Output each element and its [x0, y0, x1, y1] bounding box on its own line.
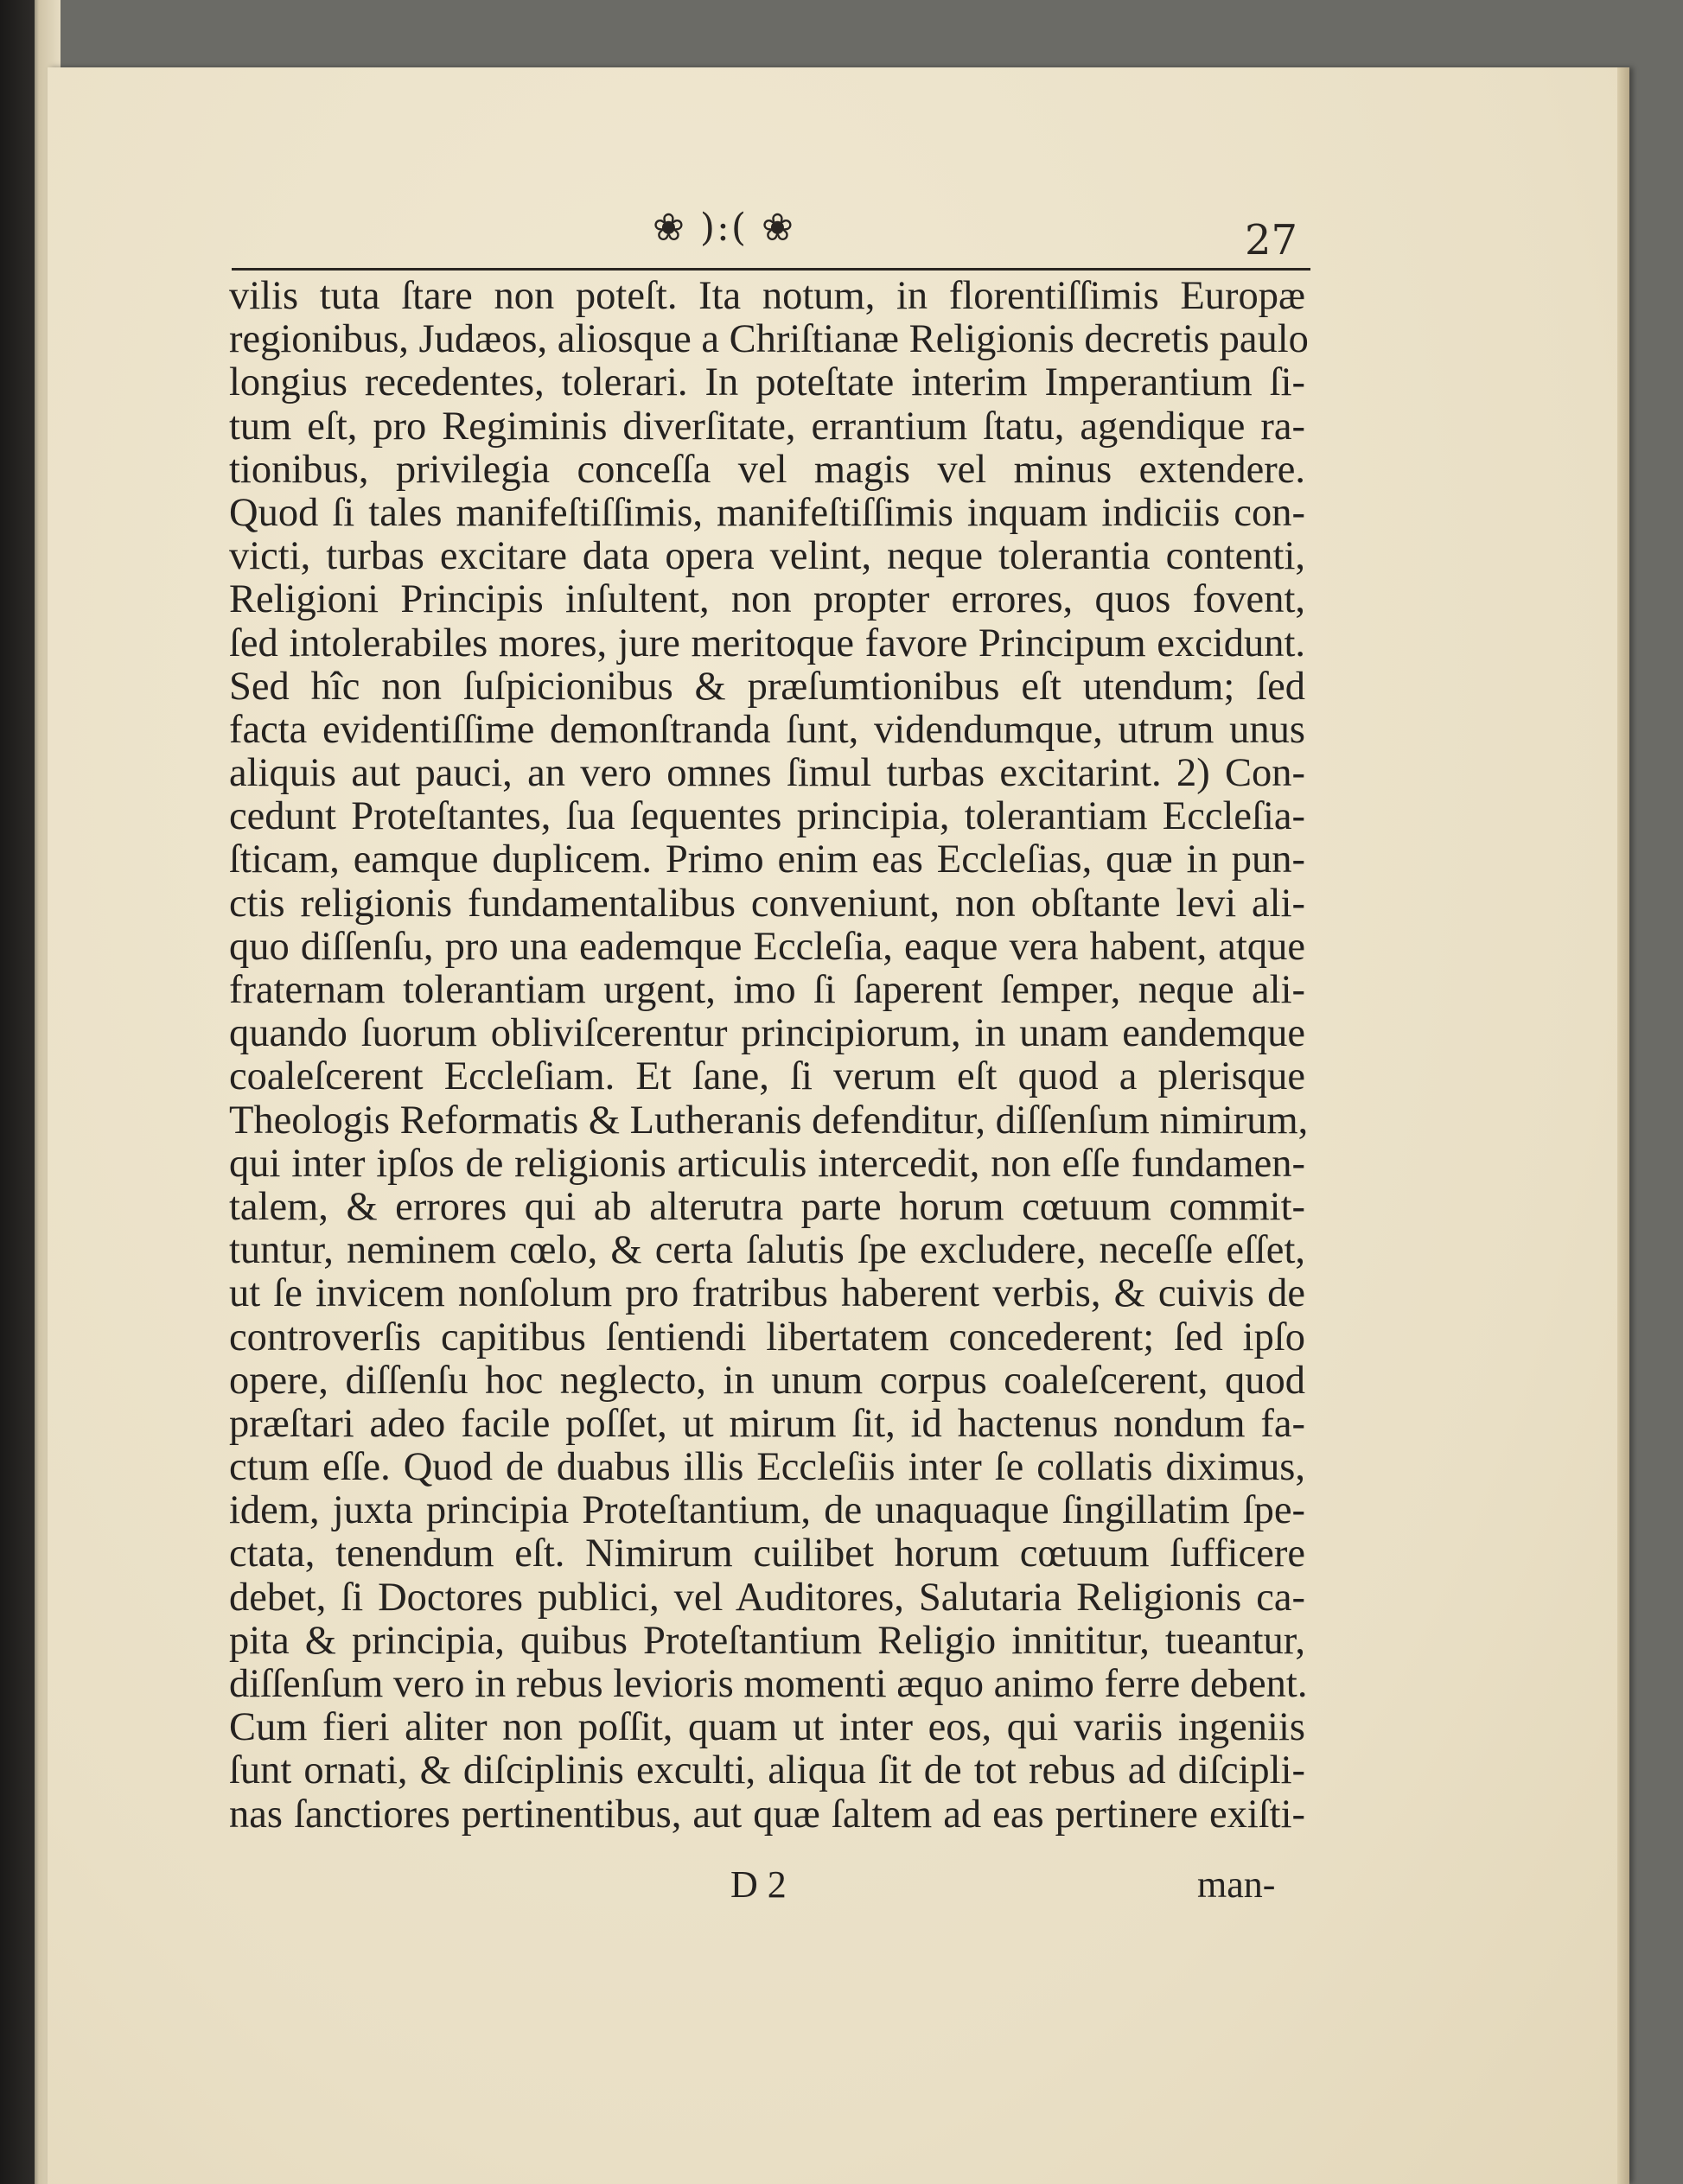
text-line: Cum fieri aliter non poſſit, quam ut inter eos, qui variis ingeniis: [229, 1705, 1305, 1750]
text-line: ſunt ornati, & diſciplinis exculti, aliqua ſit de tot rebus ad diſcipli-: [229, 1748, 1305, 1793]
text-line: regionibus, Judæos, aliosque a Chriſtianæ Religionis decretis paulo: [229, 317, 1309, 362]
text-line: Quod ſi tales manifeſtiſſimis, manifeſtiſſimis inquam indiciis con-: [229, 490, 1305, 535]
text-line: diſſenſum vero in rebus levioris momenti æquo animo ferre debent.: [229, 1662, 1308, 1706]
text-line: debet, ſi Doctores publici, vel Auditores, Salutaria Religionis ca-: [229, 1575, 1305, 1620]
text-line: quando ſuorum obliviſcerentur principiorum, in unam eandemque: [229, 1011, 1305, 1056]
text-line: tionibus, privilegia conceſſa vel magis vel minus extendere.: [229, 447, 1305, 492]
text-line: ctum eſſe. Quod de duabus illis Eccleſiis inter ſe collatis diximus,: [229, 1445, 1305, 1490]
text-line: aliquis aut pauci, an vero omnes ſimul turbas excitarint. 2) Con-: [229, 751, 1305, 796]
text-line: longius recedentes, tolerari. In poteſtate interim Imperantium ſi-: [229, 360, 1305, 405]
text-line: nas ſanctiores pertinentibus, aut quæ ſaltem ad eas pertinere exiſti-: [229, 1792, 1305, 1837]
text-line: opere, diſſenſu hoc neglecto, in unum corpus coaleſcerent, quod: [229, 1358, 1305, 1403]
text-line: coaleſcerent Eccleſiam. Et ſane, ſi verum eſt quod a plerisque: [229, 1054, 1305, 1099]
book-spine: [0, 0, 35, 2184]
text-line: pita & principia, quibus Proteſtantium Religio innititur, tueantur,: [229, 1618, 1305, 1663]
body-text: [229, 274, 1309, 1837]
text-line: ut ſe invicem nonſolum pro fratribus haberent verbis, & cuivis de: [229, 1271, 1305, 1316]
text-line: Theologis Reformatis & Lutheranis defenditur, diſſenſum nimirum,: [229, 1098, 1309, 1143]
text-line: tum eſt, pro Regiminis diverſitate, errantium ſtatu, agendique ra-: [229, 404, 1305, 449]
text-line: fraternam tolerantiam urgent, imo ſi ſaperent ſemper, neque ali-: [229, 968, 1305, 1012]
text-line: idem, juxta principia Proteſtantium, de unaquaque ſingillatim ſpe-: [229, 1488, 1305, 1533]
text-line: ctata, tenendum eſt. Nimirum cuilibet horum cœtuum ſufficere: [229, 1531, 1305, 1576]
signature-mark: D 2: [730, 1863, 787, 1906]
text-line: ſticam, eamque duplicem. Primo enim eas Eccleſias, quæ in pun-: [229, 837, 1305, 882]
text-line: victi, turbas excitare data opera velint, neque tolerantia contenti,: [229, 534, 1305, 579]
page-edge: [1617, 67, 1629, 2184]
header-rule: [232, 268, 1310, 271]
text-line: præſtari adeo facile poſſet, ut mirum ſit, id hactenus nondum fa-: [229, 1401, 1305, 1446]
text-line: qui inter ipſos de religionis articulis intercedit, non eſſe fundamen-: [229, 1141, 1305, 1186]
text-line: ctis religionis fundamentalibus conveniunt, non obſtante levi ali-: [229, 881, 1305, 926]
text-line: quo diſſenſu, pro una eademque Eccleſia, eaque vera habent, atque: [229, 924, 1305, 969]
text-line: Sed hîc non ſuſpicionibus & præſumtionibus eſt utendum; ſed: [229, 664, 1305, 709]
text-line: ſed intolerabiles mores, jure meritoque favore Principum excidunt.: [229, 621, 1305, 665]
text-line: talem, & errores qui ab alterutra parte horum cœtuum commit-: [229, 1184, 1305, 1229]
text-line: tuntur, neminem cœlo, & certa ſalutis ſpe excludere, neceſſe eſſet,: [229, 1228, 1305, 1273]
text-line: Religioni Principis inſultent, non propter errores, quos fovent,: [229, 577, 1305, 622]
text-line: facta evidentiſſime demonſtranda ſunt, videndumque, utrum unus: [229, 707, 1305, 752]
text-line: vilis tuta ſtare non poteſt. Ita notum, in florentiſſimis Europæ: [229, 274, 1305, 318]
header-ornament: ❀ ):( ❀: [653, 206, 795, 250]
text-line: controverſis capitibus ſentiendi libertatem concederent; ſed ipſo: [229, 1315, 1305, 1359]
text-line: cedunt Proteſtantes, ſua ſequentes principia, tolerantiam Eccleſia-: [229, 794, 1305, 839]
page-number: 27: [1245, 216, 1298, 264]
catchword: man-: [1197, 1863, 1276, 1906]
